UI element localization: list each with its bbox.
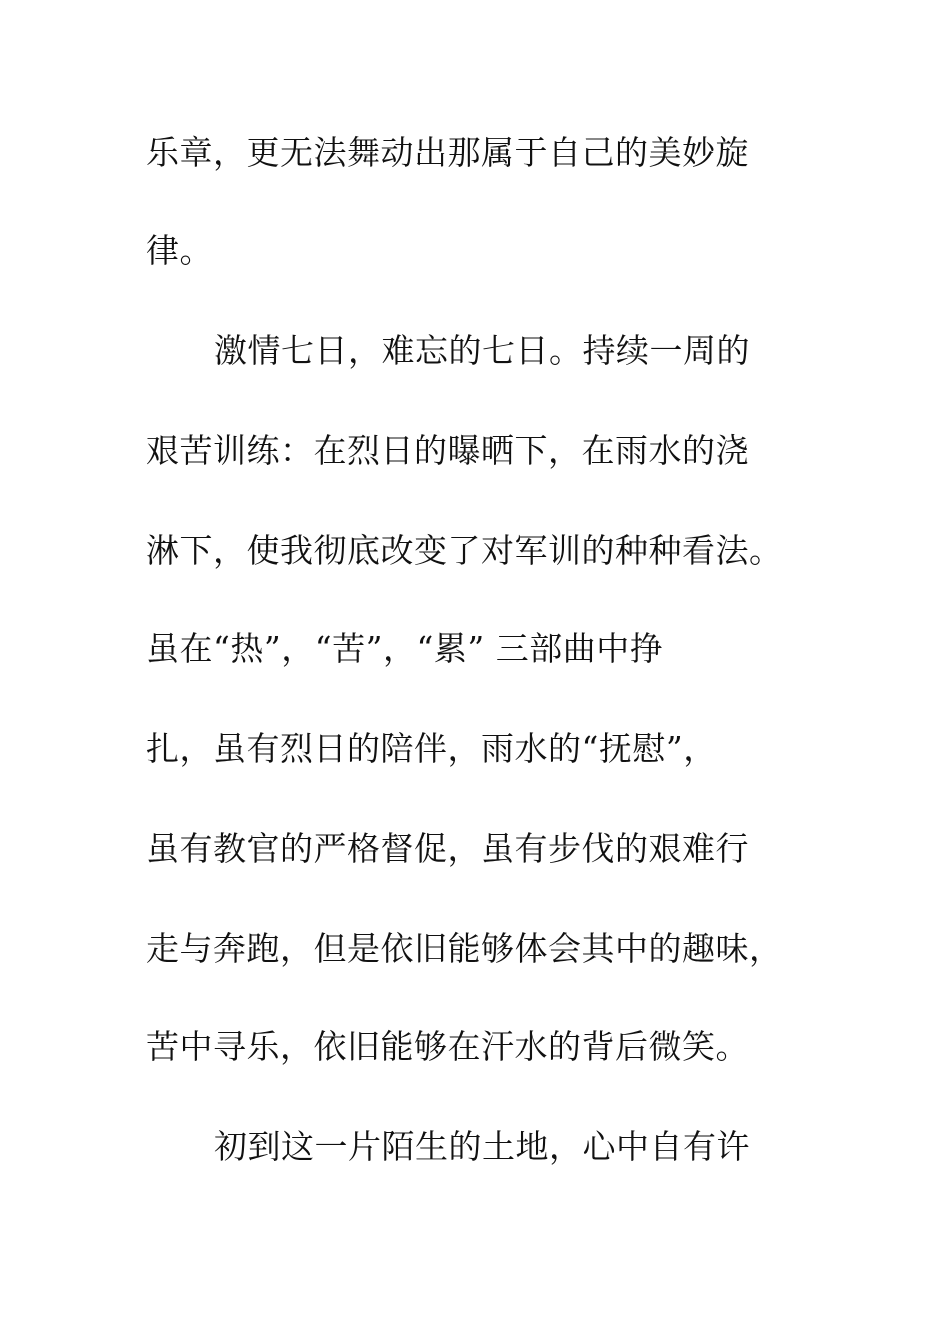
paragraph-start-line-11: 初到这一片陌生的土地，心中自有许 <box>214 1127 750 1166</box>
paragraph-start-line-3: 激情七日，难忘的七日。持续一周的 <box>214 331 750 370</box>
text-line-7: 扎，虽有烈日的陪伴，雨水的“抚慰”， <box>146 729 717 768</box>
text-line-2: 律。 <box>146 231 213 270</box>
text-line-8: 虽有教官的严格督促，虽有步伐的艰难行 <box>146 829 749 868</box>
text-line-10: 苦中寻乐，依旧能够在汗水的背后微笑。 <box>146 1027 749 1066</box>
text-line-5: 淋下，使我彻底改变了对军训的种种看法。 <box>146 531 783 570</box>
text-line-9: 走与奔跑，但是依旧能够体会其中的趣味， <box>146 929 783 968</box>
text-line-6: 虽在“热”，“苦”，“累” 三部曲中挣 <box>146 629 664 668</box>
text-line-4: 艰苦训练：在烈日的曝晒下，在雨水的浇 <box>146 431 749 470</box>
text-line-1: 乐章，更无法舞动出那属于自己的美妙旋 <box>146 133 749 172</box>
